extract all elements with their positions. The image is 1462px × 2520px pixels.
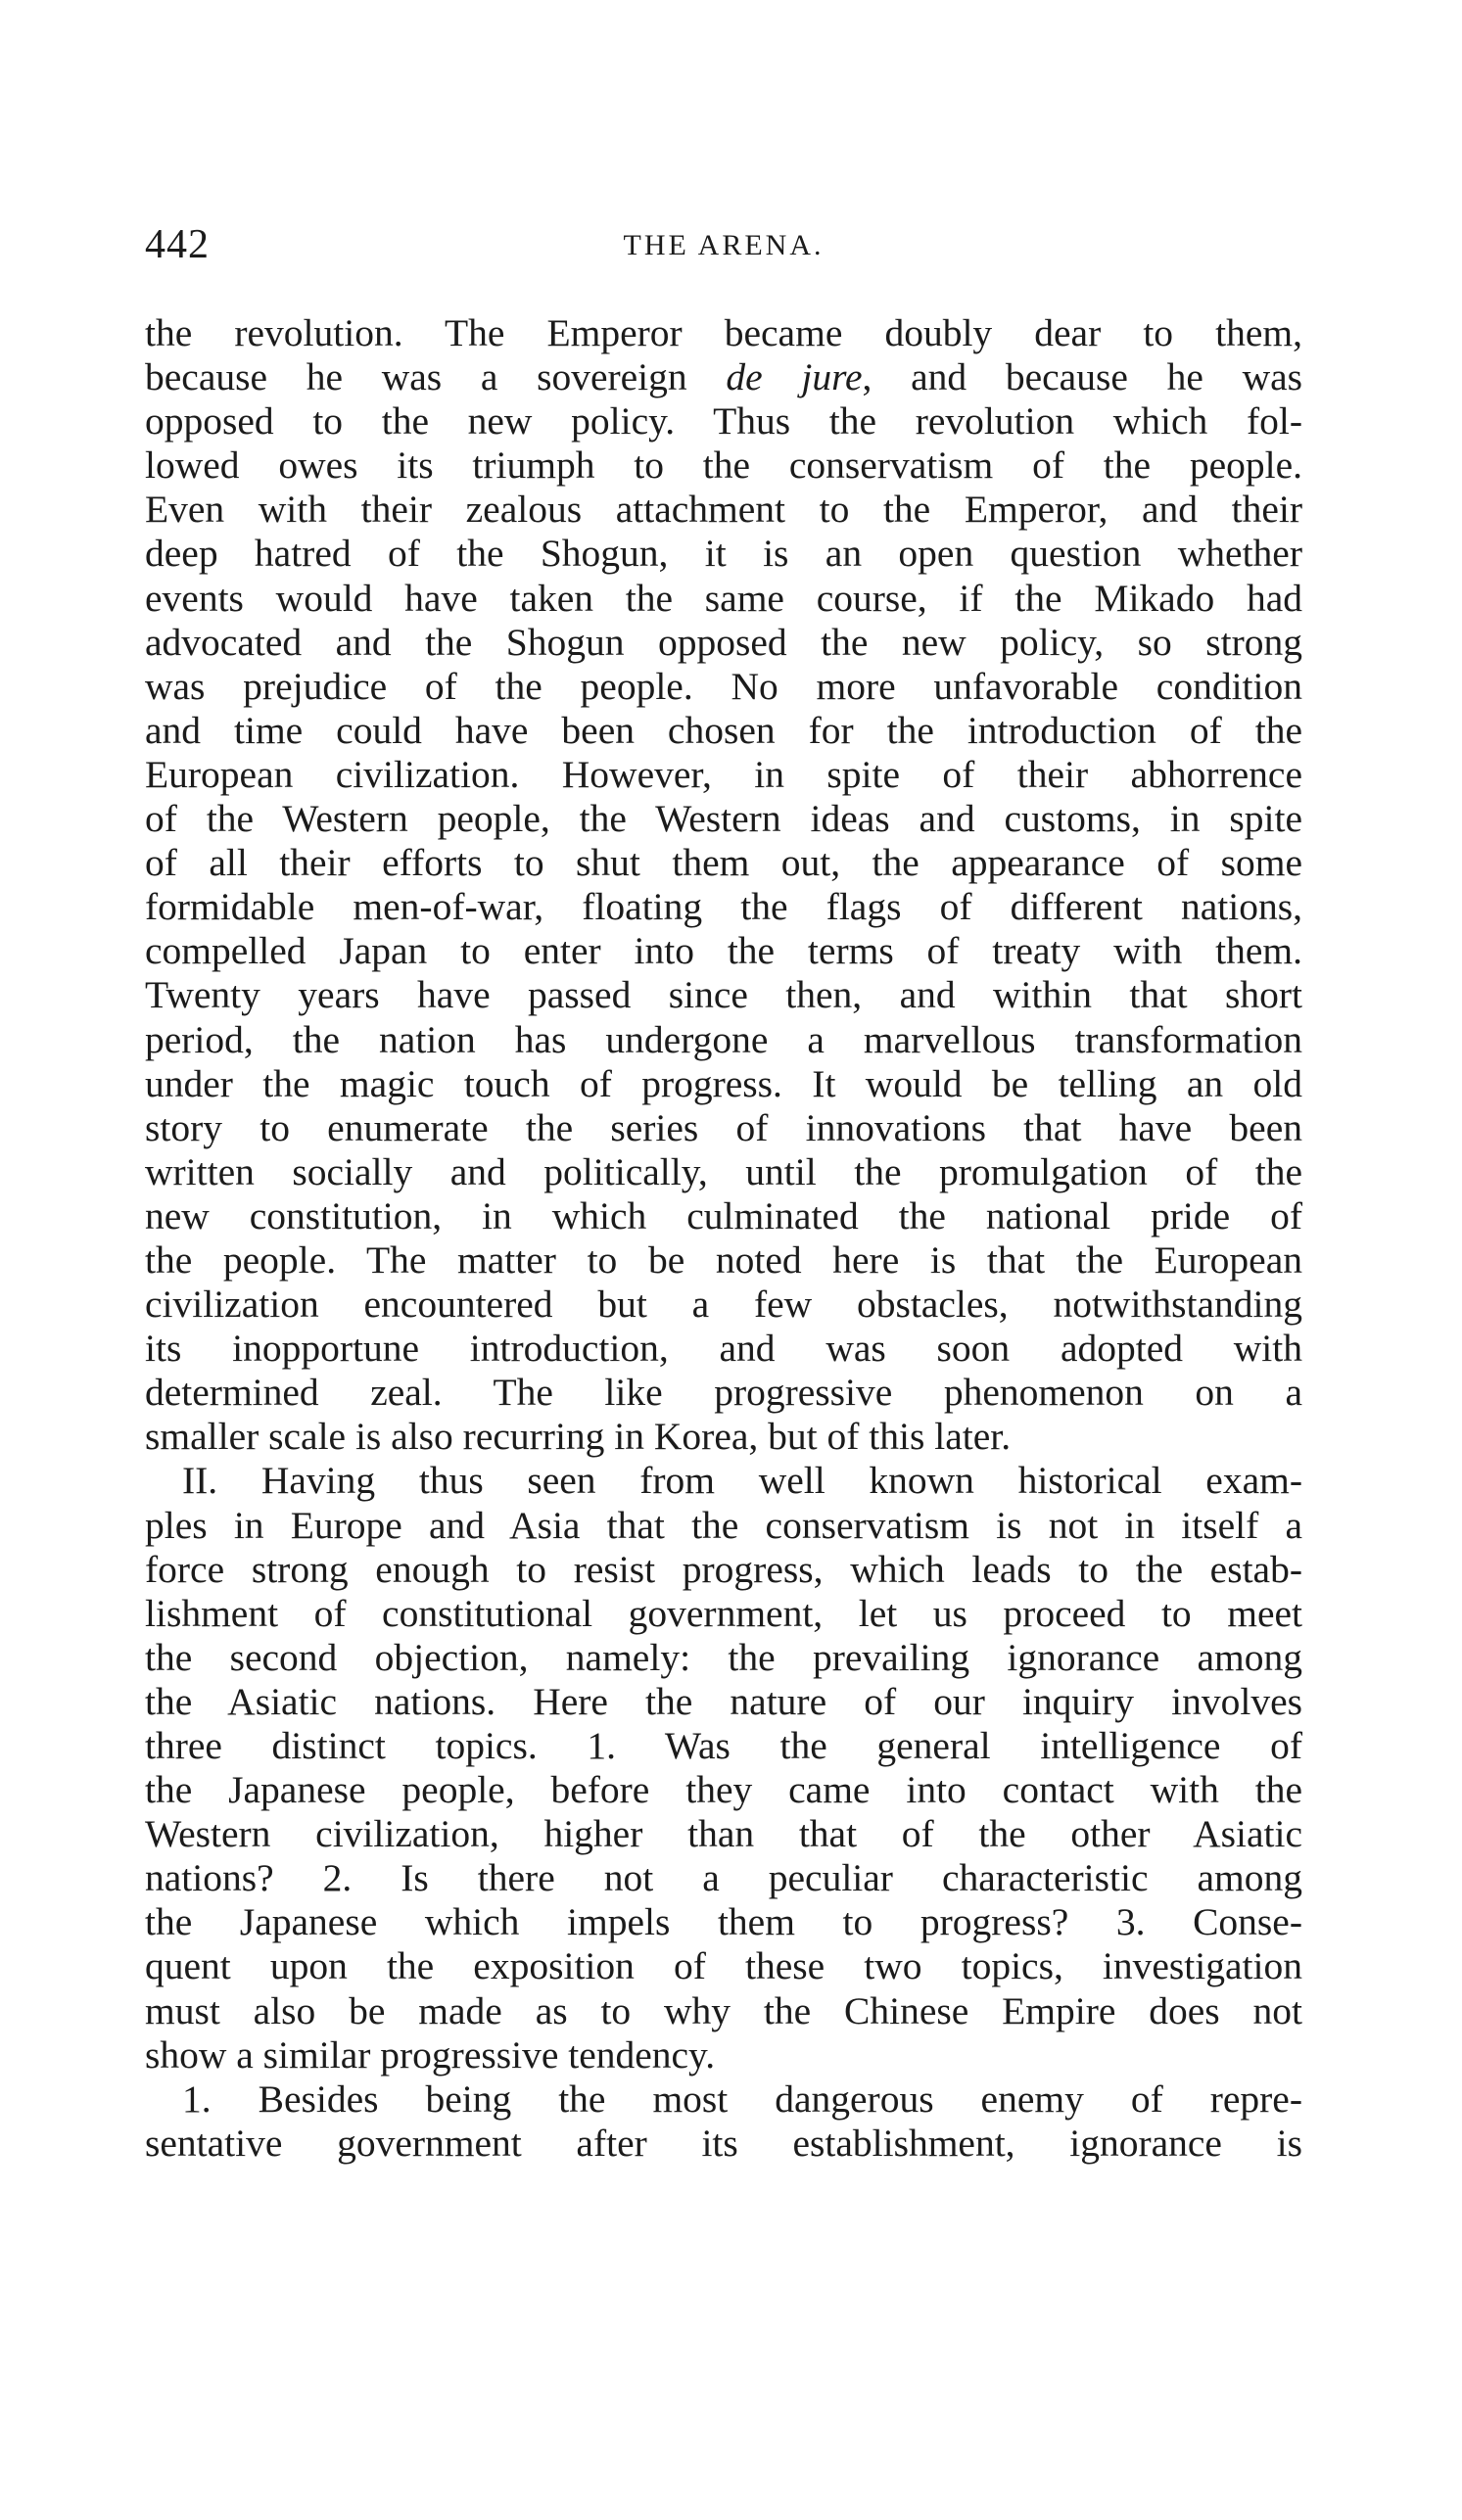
text-line: formidable men-of-war, floating the flags of different nations,	[145, 885, 1302, 929]
page-header	[145, 221, 1302, 280]
text-line: II. Having thus seen from well known historical exam-	[182, 1459, 1302, 1503]
text-line: compelled Japan to enter into the terms of treaty with them.	[145, 929, 1302, 973]
running-title: THE ARENA.	[623, 229, 825, 261]
page-number: 442	[145, 222, 210, 267]
text-line: 1. Besides being the most dangerous enemy of repre-	[182, 2077, 1302, 2121]
text-line: lishment of constitutional government, let us proceed to meet	[145, 1591, 1302, 1635]
text-line: deep hatred of the Shogun, it is an open question whether	[145, 532, 1302, 576]
text-line: was prejudice of the people. No more unfavorable condition	[145, 664, 1302, 708]
text-line: quent upon the exposition of these two topics, investigation	[145, 1944, 1302, 1988]
text-line: of the Western people, the Western ideas and customs, in spite	[145, 797, 1302, 841]
text-line: the second objection, namely: the prevailing ignorance among	[145, 1635, 1302, 1679]
text-line: the Japanese people, before they came into contact with the	[145, 1768, 1302, 1812]
text-line: civilization encountered but a few obstacles, notwithstanding	[145, 1283, 1302, 1327]
text-line: nations? 2. Is there not a peculiar characteristic among	[145, 1856, 1302, 1900]
text-line: Even with their zealous attachment to the Emperor, and their	[145, 488, 1302, 532]
text-line: European civilization. However, in spite of their abhorrence	[145, 752, 1302, 796]
text-line: lowed owes its triumph to the conservatism of the people.	[145, 443, 1302, 488]
text-line: smaller scale is also recurring in Korea, but of this later.	[145, 1415, 1012, 1459]
text-line: ples in Europe and Asia that the conservatism is not in itself a	[145, 1503, 1302, 1547]
text-line: written socially and politically, until the promulgation of the	[145, 1149, 1302, 1193]
text-line: opposed to the new policy. Thus the revolution which fol-	[145, 399, 1302, 443]
text-line: and time could have been chosen for the introduction of the	[145, 708, 1302, 752]
text-line: three distinct topics. 1. Was the general intelligence of	[145, 1724, 1302, 1767]
text-line: the people. The matter to be noted here is that the European	[145, 1237, 1302, 1282]
text-line: sentative government after its establishment, ignorance is	[145, 2121, 1302, 2165]
body-text	[145, 311, 1302, 2166]
italic-phrase: de jure	[726, 355, 863, 399]
text-line: determined zeal. The like progressive phenomenon on a	[145, 1371, 1302, 1415]
text-line: show a similar progressive tendency.	[145, 2032, 716, 2077]
text-line: Western civilization, higher than that of the other Asiatic	[145, 1812, 1302, 1856]
text-line: story to enumerate the series of innovations that have been	[145, 1105, 1302, 1149]
text-line	[145, 355, 1302, 399]
text-line: of all their efforts to shut them out, the appearance of some	[145, 841, 1302, 885]
text-line-part: , and because he was	[862, 355, 1302, 399]
text-line-part: because he was a sovereign	[145, 355, 727, 399]
text-line: period, the nation has undergone a marvellous transformation	[145, 1017, 1302, 1061]
text-line: force strong enough to resist progress, which leads to the estab-	[145, 1547, 1302, 1591]
text-line: the revolution. The Emperor became doubly dear to them,	[145, 311, 1302, 354]
text-line: new constitution, in which culminated the national pride of	[145, 1193, 1302, 1237]
text-line: the Asiatic nations. Here the nature of our inquiry involves	[145, 1679, 1302, 1723]
text-line: Twenty years have passed since then, and within that short	[145, 973, 1302, 1017]
text-line: its inopportune introduction, and was soon adopted with	[145, 1327, 1302, 1371]
text-line: under the magic touch of progress. It would be telling an old	[145, 1061, 1302, 1105]
text-line: must also be made as to why the Chinese Empire does not	[145, 1988, 1302, 2032]
text-line: events would have taken the same course, if the Mikado had	[145, 576, 1302, 620]
text-line: advocated and the Shogun opposed the new policy, so strong	[145, 620, 1302, 664]
text-line: the Japanese which impels them to progress? 3. Conse-	[145, 1900, 1302, 1944]
